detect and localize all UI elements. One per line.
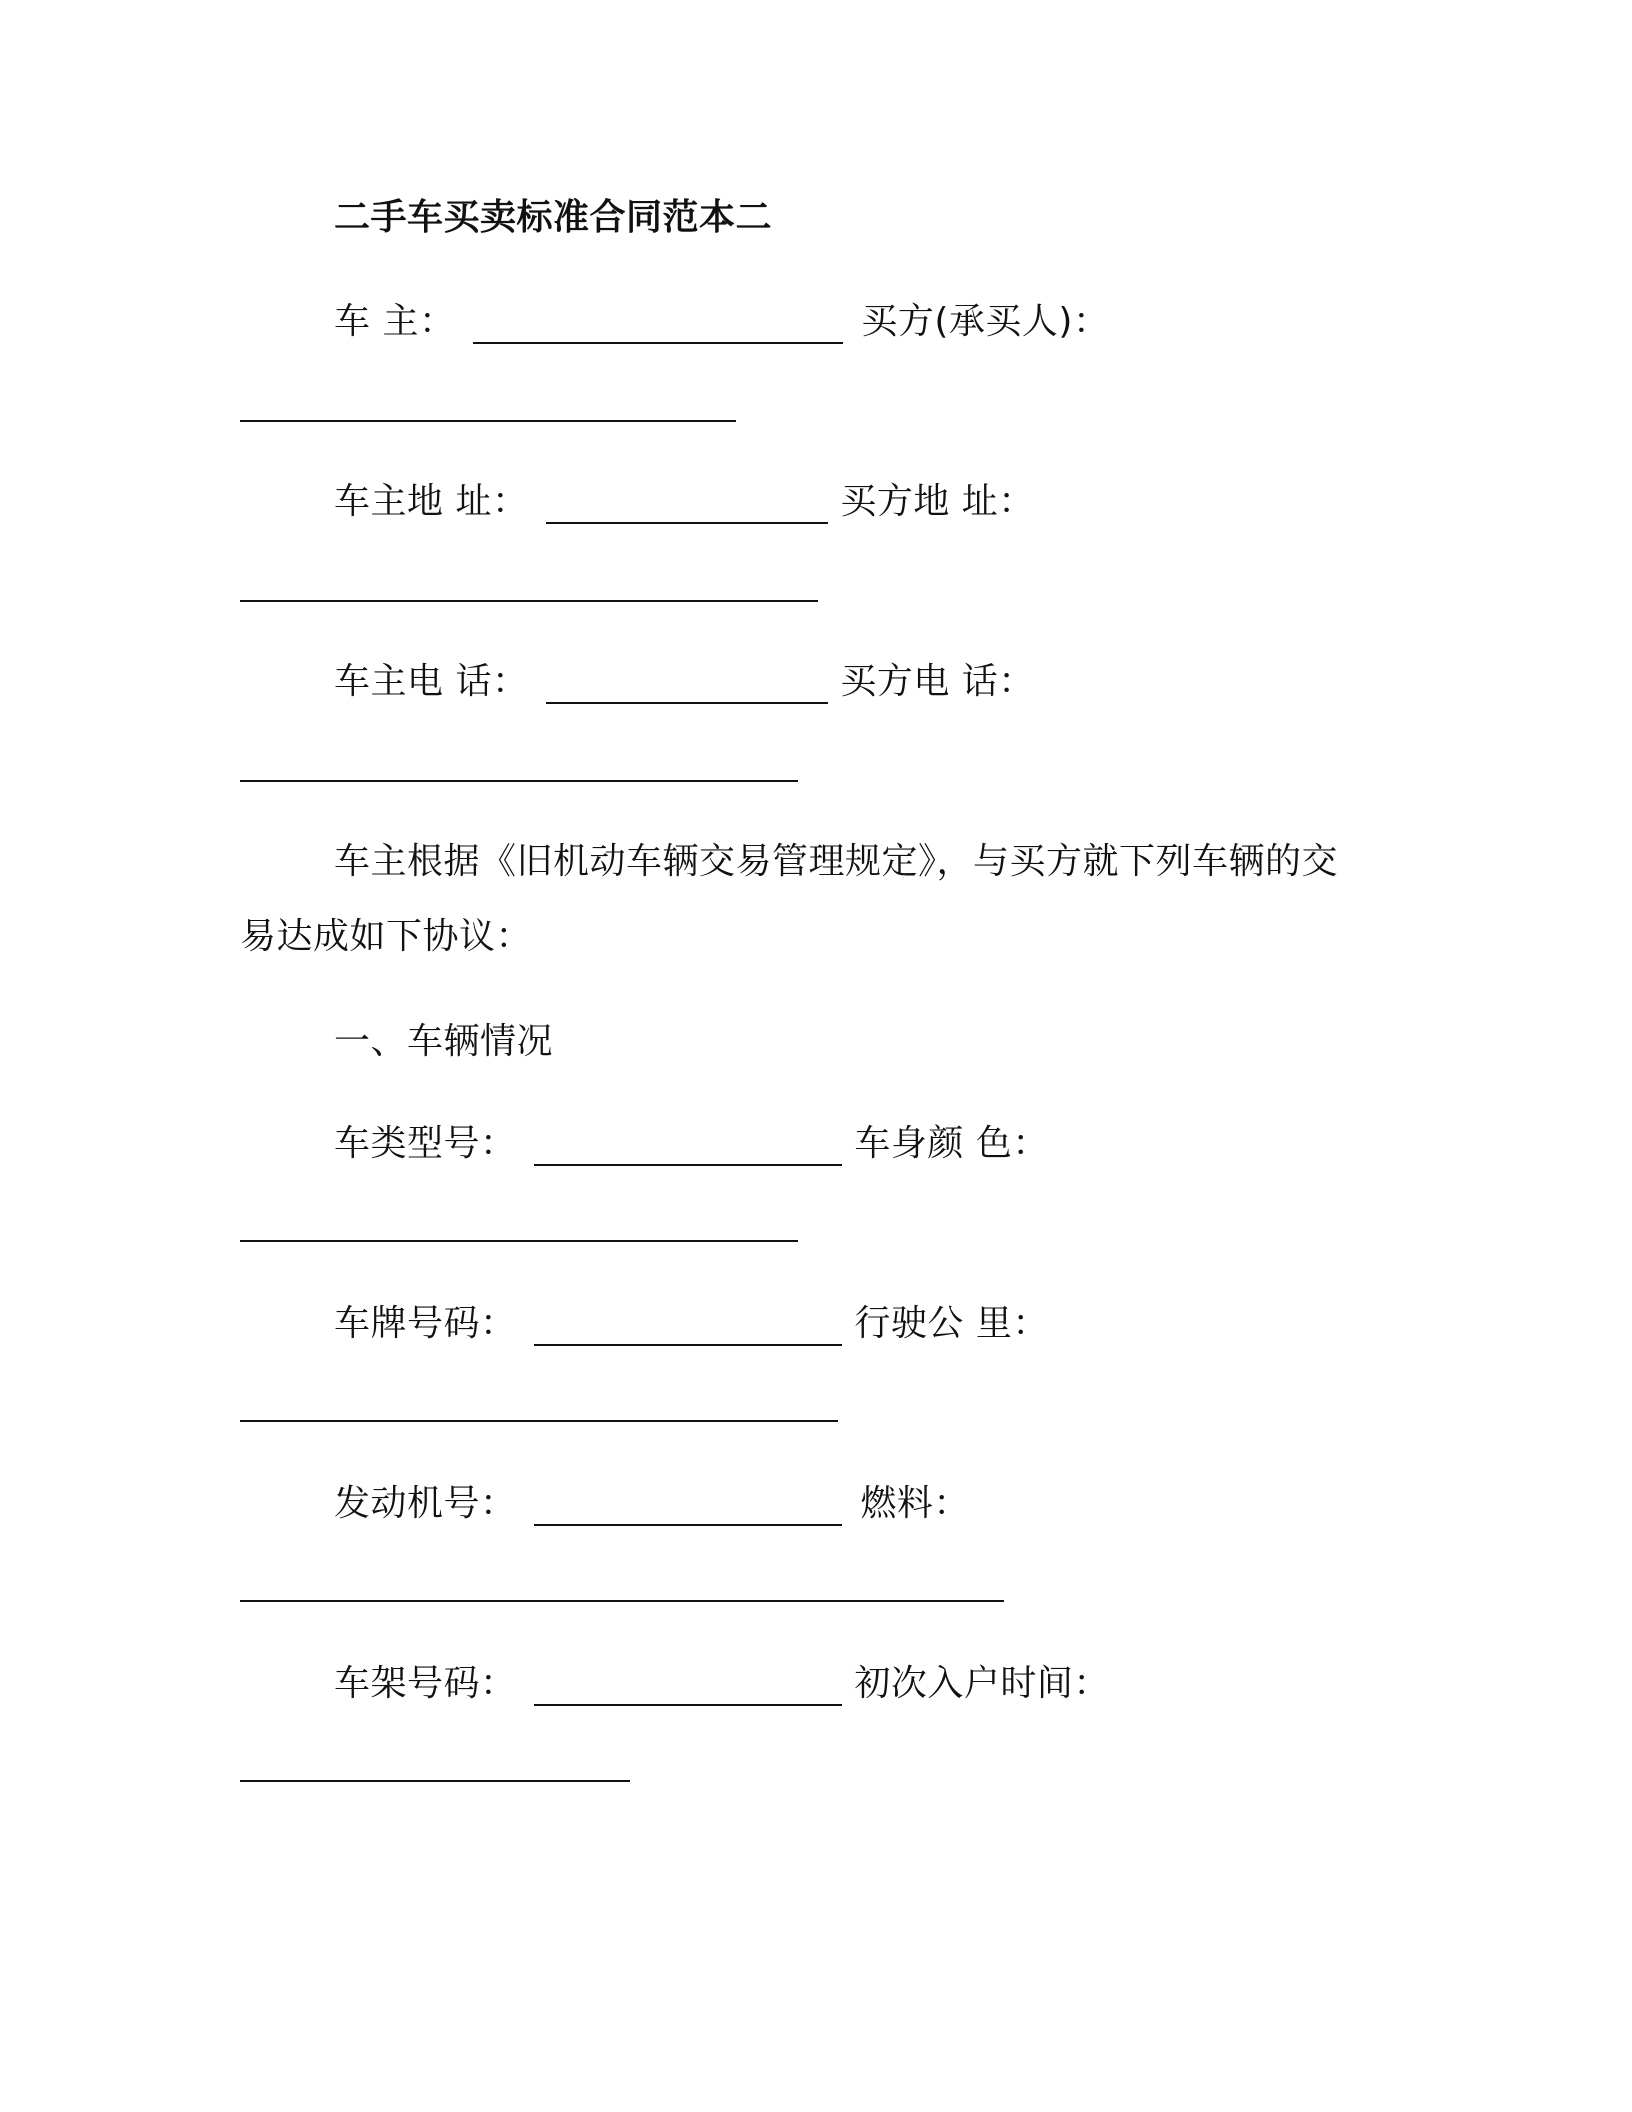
first-registration-blank[interactable]: [240, 1780, 630, 1782]
plate-label: 车牌号码：: [334, 1303, 517, 1344]
plate-mileage-row: [334, 1302, 1049, 1346]
owner-address-blank[interactable]: [546, 492, 828, 524]
mileage-blank[interactable]: [240, 1420, 838, 1422]
plate-blank[interactable]: [534, 1314, 842, 1346]
mileage-label: 行驶公 里：: [854, 1303, 1049, 1344]
color-label: 车身颜 色：: [854, 1123, 1049, 1164]
model-blank[interactable]: [534, 1134, 842, 1166]
owner-address-label: 车主地 址：: [334, 481, 529, 522]
frame-label: 车架号码：: [334, 1663, 517, 1704]
owner-phone-blank[interactable]: [546, 672, 828, 704]
section-heading: 一、车辆情况: [334, 1021, 554, 1062]
buyer-name-blank[interactable]: [240, 420, 736, 422]
phone-row: [334, 660, 1035, 704]
buyer-address-blank[interactable]: [240, 600, 818, 602]
owner-buyer-row: [334, 300, 1109, 344]
frame-blank[interactable]: [534, 1674, 842, 1706]
buyer-label: 买方(承买人)：: [861, 301, 1110, 342]
color-blank[interactable]: [240, 1240, 798, 1242]
frame-registration-row: [334, 1662, 1110, 1706]
document-title: 二手车买卖标准合同范本二: [334, 197, 773, 238]
engine-blank[interactable]: [534, 1494, 842, 1526]
owner-phone-label: 车主电 话：: [334, 661, 529, 702]
owner-label: 车 主：: [334, 301, 456, 342]
address-row: [334, 480, 1035, 524]
intro-line-1: 车主根据《旧机动车辆交易管理规定》，与买方就下列车辆的交: [334, 841, 1339, 882]
buyer-phone-label: 买方电 话：: [840, 661, 1035, 702]
engine-label: 发动机号：: [334, 1483, 517, 1524]
model-color-row: [334, 1122, 1049, 1166]
engine-fuel-row: [334, 1482, 970, 1526]
fuel-label: 燃料：: [860, 1483, 970, 1524]
buyer-phone-blank[interactable]: [240, 780, 798, 782]
buyer-address-label: 买方地 址：: [840, 481, 1035, 522]
owner-name-blank[interactable]: [473, 312, 843, 344]
model-label: 车类型号：: [334, 1123, 517, 1164]
fuel-blank[interactable]: [240, 1600, 1004, 1602]
intro-line-2: 易达成如下协议：: [240, 916, 533, 957]
first-registration-label: 初次入户时间：: [854, 1663, 1110, 1704]
